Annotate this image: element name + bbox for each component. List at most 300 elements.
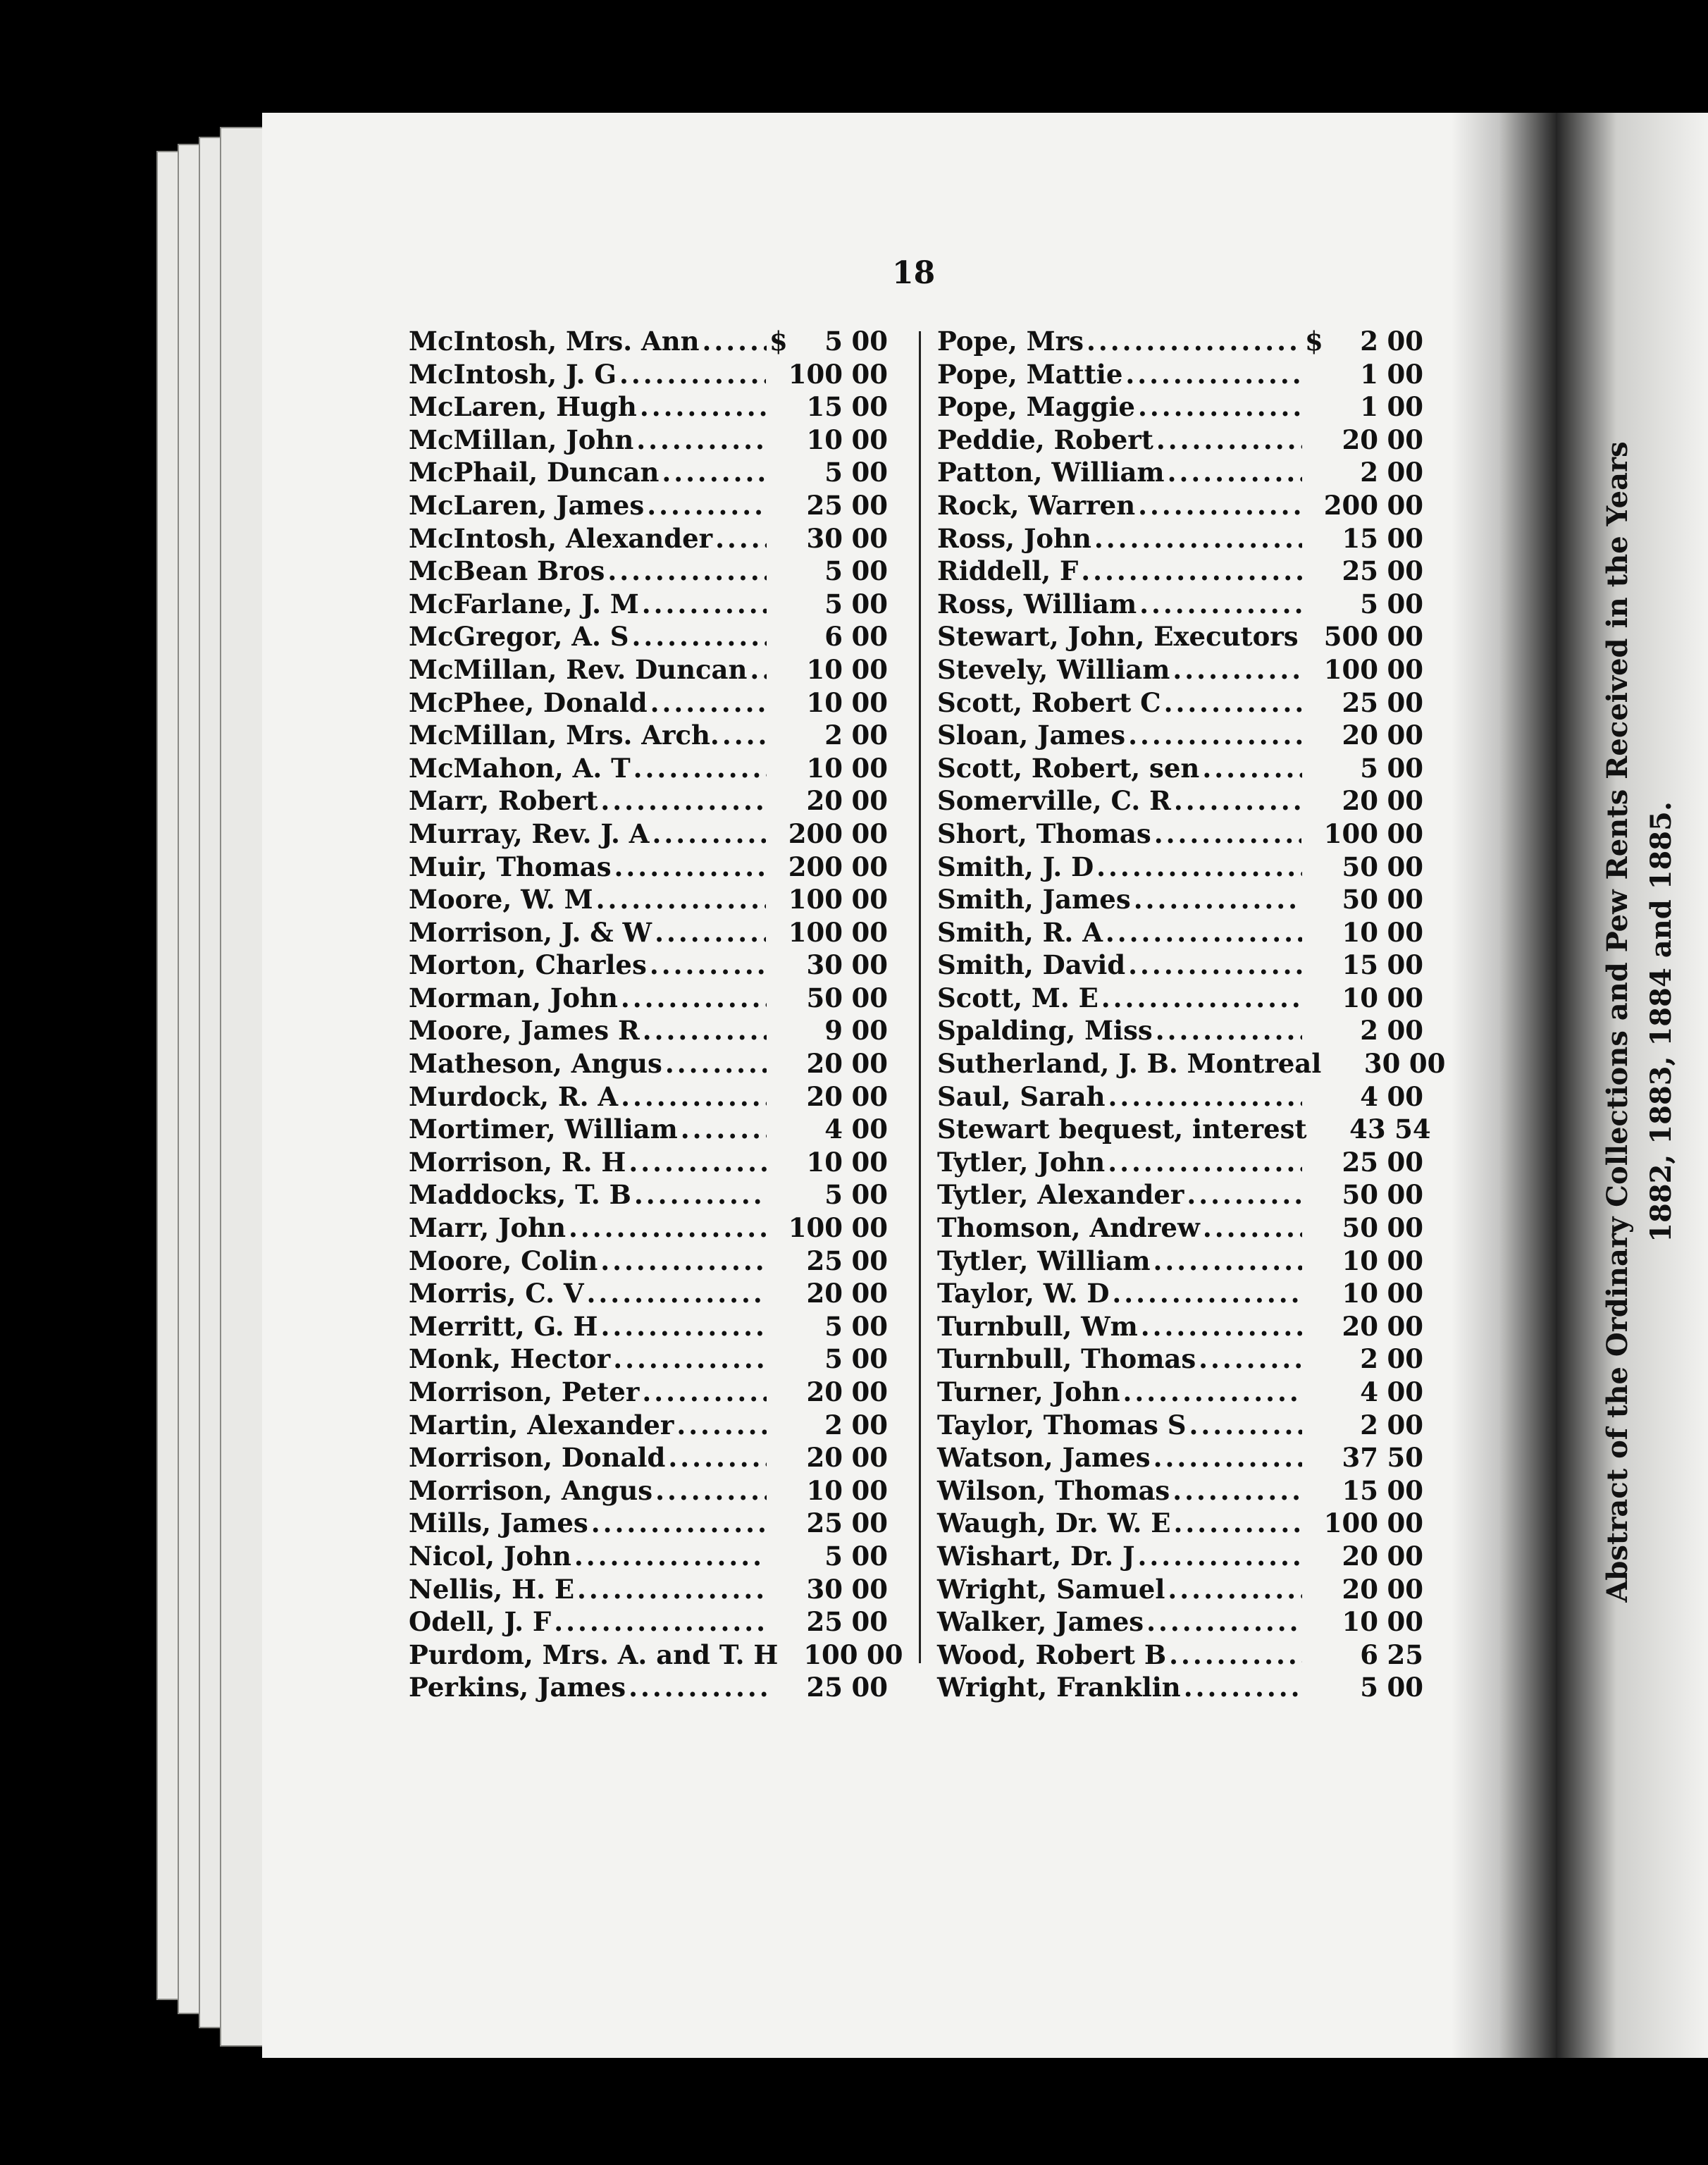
amount-cents: 00: [851, 1540, 888, 1572]
amount-dollars: 5: [824, 1179, 843, 1211]
donor-name: Marr, John: [409, 1212, 566, 1244]
amount-dollars: 43: [1349, 1114, 1386, 1145]
amount-dollars: 10: [806, 686, 843, 718]
dot-leader: [1187, 1179, 1302, 1210]
amount-dollars: 200: [788, 818, 843, 849]
ledger-row: [937, 720, 1423, 753]
dot-leader: [1154, 818, 1301, 849]
dot-leader: [631, 621, 767, 652]
donor-name: Somerville, C. R: [937, 785, 1171, 817]
dot-leader: [607, 555, 767, 586]
dot-leader: [621, 982, 767, 1013]
donor-name: Nicol, John: [409, 1540, 571, 1572]
donor-name: Patton, William: [937, 457, 1165, 488]
donor-name: Ross, John: [937, 522, 1091, 554]
amount-cents: 00: [851, 1474, 888, 1506]
amount-dollars: 100: [803, 1639, 858, 1670]
side-title-line-2: 1882, 1883, 1884 and 1885.: [1645, 801, 1678, 1242]
dot-leader: [647, 490, 767, 521]
amount-cents: 00: [851, 621, 888, 653]
donor-name: Short, Thomas: [937, 818, 1151, 849]
amount-dollars: 10: [1342, 1245, 1378, 1276]
dot-leader: [1087, 326, 1302, 357]
amount-cents: 00: [851, 1048, 888, 1080]
amount-dollars: 20: [1342, 1573, 1378, 1605]
ledger-row: [409, 1606, 888, 1639]
donor-name: Walker, James: [937, 1606, 1144, 1638]
ledger-row: [937, 1475, 1423, 1508]
donor-name: Pope, Mattie: [937, 358, 1123, 390]
amount-cents: 00: [1387, 1672, 1423, 1703]
amount-cents: 00: [851, 884, 888, 915]
ledger-row: [937, 555, 1423, 588]
amount-cents: 00: [1387, 949, 1423, 981]
amount-cents: 00: [851, 1146, 888, 1178]
ledger-row: [409, 1541, 888, 1574]
amount-dollars: 2: [1360, 1409, 1378, 1441]
amount-dollars: 37: [1342, 1442, 1378, 1474]
dot-leader: [554, 1606, 767, 1637]
ledger-row: [937, 1410, 1423, 1443]
donor-name: Turner, John: [937, 1376, 1120, 1407]
dot-leader: [634, 1179, 767, 1210]
donor-name: Tytler, William: [937, 1245, 1151, 1276]
dot-leader: [1153, 1442, 1302, 1473]
amount-dollars: 5: [1360, 752, 1378, 784]
amount-dollars: 5: [824, 1310, 843, 1342]
dot-leader: [621, 1081, 767, 1112]
amount-cents: 00: [851, 720, 888, 751]
dot-leader: [676, 1410, 767, 1441]
amount-cents: 00: [851, 1442, 888, 1474]
amount-cents: 00: [851, 358, 888, 390]
dot-leader: [619, 359, 766, 390]
amount-dollars: 2: [824, 1409, 843, 1441]
dot-leader: [1189, 1410, 1302, 1441]
amount-dollars: 25: [806, 1606, 843, 1638]
donor-name: Turnbull, Thomas: [937, 1343, 1196, 1375]
amount-cents: 00: [1387, 621, 1423, 653]
amount-dollars: 15: [806, 391, 843, 423]
donor-name: Stewart bequest, interest: [937, 1114, 1307, 1145]
amount-cents: 00: [1387, 720, 1423, 751]
amount-dollars: 100: [788, 884, 843, 915]
amount-dollars: 25: [806, 1507, 843, 1539]
amount-cents: 00: [867, 1639, 903, 1670]
amount-dollars: 25: [806, 1672, 843, 1703]
donor-name: McIntosh, J. G: [409, 358, 617, 390]
dot-leader: [650, 949, 767, 980]
donor-name: Perkins, James: [409, 1672, 626, 1703]
amount-cents: 00: [851, 1310, 888, 1342]
amount-dollars: 10: [1342, 916, 1378, 948]
amount-cents: 00: [851, 752, 888, 784]
amount-dollars: 20: [1342, 785, 1378, 817]
ledger-row: [409, 1442, 888, 1475]
donor-name: Morrison, Peter: [409, 1376, 640, 1407]
amount-dollars: 1: [1360, 391, 1378, 423]
donor-name: Maddocks, T. B: [409, 1179, 631, 1211]
dot-leader: [1128, 949, 1302, 980]
ledger-row: [937, 1606, 1423, 1639]
dot-leader: [1168, 1574, 1302, 1605]
amount-dollars: 1: [1360, 358, 1378, 390]
amount-dollars: 5: [824, 1540, 843, 1572]
amount-dollars: 25: [1342, 1146, 1378, 1178]
ledger-row: [409, 884, 888, 917]
amount-cents: 00: [1409, 1048, 1446, 1080]
amount-cents: 00: [851, 916, 888, 948]
donor-name: Murdock, R. A: [409, 1080, 619, 1112]
donor-name: Martin, Alexander: [409, 1409, 674, 1441]
amount-cents: 00: [1387, 851, 1423, 882]
amount-dollars: 15: [1342, 1474, 1378, 1506]
amount-dollars: 5: [824, 1343, 843, 1375]
amount-dollars: 5: [824, 555, 843, 587]
donor-name: Stewart, John, Executors: [937, 621, 1299, 653]
donor-name: Merritt, G. H: [409, 1310, 598, 1342]
amount-cents: 00: [1387, 457, 1423, 488]
ledger-row: [937, 884, 1423, 917]
amount-cents: 00: [851, 1179, 888, 1211]
amount-cents: 00: [1387, 1606, 1423, 1638]
page-number: 18: [892, 255, 936, 291]
donor-name: Smith, R. A: [937, 916, 1103, 948]
donor-name: Matheson, Angus: [409, 1048, 662, 1080]
amount-dollars: 20: [806, 1278, 843, 1309]
ledger-row: [937, 818, 1423, 851]
ledger-row: [937, 753, 1423, 786]
dot-leader: [1141, 1311, 1302, 1342]
ledger-row: [409, 1672, 888, 1705]
dot-leader: [596, 884, 766, 915]
amount-cents: 00: [851, 424, 888, 455]
donor-name: Wood, Robert B: [937, 1639, 1167, 1670]
amount-dollars: 20: [806, 1080, 843, 1112]
ledger-row: [937, 1442, 1423, 1475]
donor-name: McPhee, Donald: [409, 686, 648, 718]
ledger-row: [409, 1212, 888, 1245]
dot-leader: [1184, 1672, 1302, 1703]
amount-dollars: 100: [1323, 653, 1378, 685]
donor-name: Wilson, Thomas: [937, 1474, 1170, 1506]
ledger-row: [409, 1048, 888, 1081]
ledger-row: [409, 1639, 903, 1672]
amount-cents: 00: [851, 785, 888, 817]
dot-leader: [703, 326, 767, 357]
amount-dollars: 5: [1360, 588, 1378, 619]
amount-dollars: 2: [1360, 1343, 1378, 1375]
donor-name: Smith, James: [937, 884, 1131, 915]
amount-dollars: 4: [824, 1114, 843, 1145]
dot-leader: [750, 654, 767, 685]
ledger-row: [409, 1179, 888, 1212]
amount-cents: 00: [1387, 785, 1423, 817]
amount-cents: 00: [1387, 1146, 1423, 1178]
ledger-row: [937, 1114, 1431, 1147]
amount-dollars: 5: [824, 588, 843, 619]
ledger-row: [409, 753, 888, 786]
amount-dollars: 200: [788, 851, 843, 882]
ledger-row: [937, 785, 1423, 818]
dot-leader: [1108, 1081, 1302, 1112]
dot-leader: [569, 1212, 766, 1243]
donor-name: Sutherland, J. B. Montreal: [937, 1048, 1322, 1080]
donor-name: Purdom, Mrs. A. and T. H: [409, 1639, 779, 1670]
amount-cents: 00: [1387, 752, 1423, 784]
amount-dollars: 15: [1342, 522, 1378, 554]
ledger-row: [409, 851, 888, 884]
amount-dollars: 15: [1342, 949, 1378, 981]
amount-cents: 00: [851, 457, 888, 488]
amount-dollars: 10: [806, 424, 843, 455]
amount-dollars: 9: [824, 1015, 843, 1047]
ledger-row: [937, 1147, 1423, 1180]
donor-name: Morrison, J. & W: [409, 916, 652, 948]
dot-leader: [613, 1343, 767, 1374]
ledger-row: [937, 1048, 1446, 1081]
dot-leader: [1172, 1475, 1302, 1506]
donor-name: McMillan, John: [409, 424, 634, 455]
donor-name: Morrison, Donald: [409, 1442, 666, 1474]
amount-cents: 25: [1387, 1639, 1423, 1670]
dot-leader: [1173, 1507, 1301, 1538]
amount-cents: 00: [1387, 686, 1423, 718]
amount-dollars: 25: [806, 489, 843, 521]
dot-leader: [1202, 753, 1302, 784]
ledger-row: [937, 1672, 1423, 1705]
dot-leader: [1174, 785, 1302, 816]
amount-dollars: 20: [806, 1442, 843, 1474]
dot-leader: [652, 818, 765, 849]
amount-cents: 54: [1394, 1114, 1431, 1145]
donor-name: Tytler, John: [937, 1146, 1106, 1178]
dollar-sign: $: [769, 326, 788, 357]
amount-dollars: 100: [788, 358, 843, 390]
amount-cents: 00: [851, 1212, 888, 1244]
amount-dollars: 50: [1342, 1179, 1378, 1211]
amount-dollars: 25: [806, 1245, 843, 1276]
amount-dollars: 4: [1360, 1376, 1378, 1407]
amount-dollars: 500: [1323, 621, 1378, 653]
amount-dollars: 20: [1342, 720, 1378, 751]
donor-name: Saul, Sarah: [937, 1080, 1106, 1112]
amount-dollars: 6: [824, 621, 843, 653]
ledger-row: [409, 523, 888, 556]
dot-leader: [655, 917, 766, 948]
ledger-row: [409, 1147, 888, 1180]
ledger-row: [937, 1507, 1423, 1541]
amount-dollars: 20: [1342, 1540, 1378, 1572]
dot-leader: [600, 785, 767, 816]
amount-dollars: 10: [806, 752, 843, 784]
ledger-row: [409, 1343, 888, 1376]
amount-dollars: 2: [1360, 457, 1378, 488]
donor-name: Scott, M. E: [937, 982, 1099, 1013]
donor-name: Wright, Samuel: [937, 1573, 1165, 1605]
amount-cents: 00: [851, 1573, 888, 1605]
amount-dollars: 20: [806, 1048, 843, 1080]
amount-cents: 00: [851, 391, 888, 423]
ledger-row: [937, 621, 1423, 654]
donor-name: Peddie, Robert: [937, 424, 1153, 455]
ledger-row: [937, 1245, 1423, 1278]
dot-leader: [1123, 1376, 1302, 1407]
amount-cents: 00: [851, 1343, 888, 1375]
amount-cents: 00: [1387, 1310, 1423, 1342]
amount-cents: 00: [851, 1376, 888, 1407]
ledger-row: [409, 1410, 888, 1443]
amount-cents: 00: [851, 1409, 888, 1441]
donor-name: Rock, Warren: [937, 489, 1136, 521]
amount-cents: 00: [1387, 1540, 1423, 1572]
amount-cents: 00: [1387, 653, 1423, 685]
ledger-row: [409, 687, 888, 720]
ledger-row: [409, 424, 888, 457]
amount-cents: 00: [1387, 884, 1423, 915]
amount-dollars: 25: [1342, 686, 1378, 718]
donor-name: Moore, Colin: [409, 1245, 598, 1276]
ledger-row: [937, 1574, 1423, 1607]
dot-leader: [1199, 1343, 1302, 1374]
donor-name: McMillan, Mrs. Arch.: [409, 720, 719, 751]
dot-leader: [629, 1672, 767, 1703]
amount-dollars: 2: [1360, 1015, 1378, 1047]
dot-leader: [1153, 1245, 1302, 1276]
ledger-row: [937, 687, 1423, 720]
amount-dollars: 100: [1323, 818, 1378, 849]
ledger-row: [937, 490, 1423, 523]
donor-name: Moore, W. M: [409, 884, 593, 915]
side-title-line-1: Abstract of the Ordinary Collections and Pew Rents Received in the Years: [1601, 441, 1634, 1603]
ledger-row: [409, 720, 888, 753]
ledger-row: [409, 588, 888, 622]
amount-cents: 00: [1387, 588, 1423, 619]
dot-leader: [655, 1475, 767, 1506]
ledger-row: [409, 326, 888, 359]
donor-name: Morton, Charles: [409, 949, 647, 981]
dot-leader: [629, 1147, 767, 1178]
ledger-row: [937, 1081, 1423, 1114]
dot-leader: [1128, 720, 1302, 751]
donor-name: Odell, J. F: [409, 1606, 552, 1638]
amount-dollars: 10: [806, 1146, 843, 1178]
amount-cents: 00: [851, 588, 888, 619]
dot-leader: [1101, 982, 1302, 1013]
donor-name: Stevely, William: [937, 653, 1170, 685]
ledger-row: [409, 1507, 888, 1541]
dot-leader: [1139, 588, 1302, 619]
amount-cents: 00: [1387, 1573, 1423, 1605]
ledger-row: [937, 588, 1423, 622]
donor-name: Murray, Rev. J. A: [409, 818, 650, 849]
ledger-row: [937, 917, 1423, 950]
ledger-row: [937, 851, 1423, 884]
ledger-row: [409, 457, 888, 490]
amount-cents: 00: [1387, 391, 1423, 423]
dot-leader: [1096, 851, 1302, 882]
amount-dollars: 6: [1360, 1639, 1378, 1670]
dot-leader: [1138, 490, 1301, 521]
dot-leader: [650, 687, 767, 718]
dot-leader: [600, 1245, 767, 1276]
amount-cents: 00: [1387, 424, 1423, 455]
donor-name: Waugh, Dr. W. E: [937, 1507, 1171, 1539]
ledger-row: [937, 1343, 1423, 1376]
amount-cents: 00: [1387, 326, 1423, 357]
ledger-row: [937, 1639, 1423, 1672]
dot-leader: [1138, 391, 1302, 422]
amount-cents: 50: [1387, 1442, 1423, 1474]
dot-leader: [640, 391, 767, 422]
ledger-row: [937, 391, 1423, 424]
amount-dollars: 50: [1342, 1212, 1378, 1244]
amount-cents: 00: [851, 489, 888, 521]
donor-name: Spalding, Miss: [937, 1015, 1153, 1047]
dot-leader: [665, 1048, 767, 1079]
ledger-row: [937, 654, 1423, 687]
ledger-row: [937, 1015, 1423, 1048]
amount-cents: 00: [851, 1080, 888, 1112]
ledger-row: [409, 555, 888, 588]
dot-leader: [1168, 457, 1302, 488]
dot-leader: [1125, 359, 1302, 390]
donor-name: McPhail, Duncan: [409, 457, 660, 488]
ledger-row: [409, 818, 888, 851]
amount-cents: 00: [1387, 818, 1423, 849]
dot-leader: [1156, 1015, 1302, 1046]
ledger-row: [409, 391, 888, 424]
donor-name: McBean Bros: [409, 555, 605, 587]
dot-leader: [633, 753, 767, 784]
amount-cents: 00: [1387, 489, 1423, 521]
donor-name: McGregor, A. S: [409, 621, 629, 653]
amount-dollars: 50: [1342, 851, 1378, 882]
donor-name: Smith, J. D: [937, 851, 1094, 882]
ledger-row: [409, 982, 888, 1016]
donor-name: Riddell, F: [937, 555, 1079, 587]
amount-dollars: 20: [1342, 1310, 1378, 1342]
amount-cents: 00: [1387, 358, 1423, 390]
amount-dollars: 20: [1342, 424, 1378, 455]
donor-name: McLaren, James: [409, 489, 645, 521]
dot-leader: [1164, 687, 1302, 718]
donor-name: Morrison, Angus: [409, 1474, 653, 1506]
ledger-row: [409, 1114, 888, 1147]
ledger-row: [409, 917, 888, 950]
amount-dollars: 30: [806, 522, 843, 554]
amount-cents: 00: [1387, 1278, 1423, 1309]
donor-name: Sloan, James: [937, 720, 1126, 751]
ledger-row: [409, 949, 888, 982]
amount-dollars: 20: [806, 785, 843, 817]
amount-dollars: 20: [806, 1376, 843, 1407]
amount-cents: 00: [1387, 1409, 1423, 1441]
dot-leader: [1112, 1278, 1302, 1309]
donor-name: Scott, Robert C: [937, 686, 1161, 718]
dot-leader: [681, 1114, 767, 1145]
book-gutter: [1452, 113, 1557, 2058]
dot-leader: [1134, 884, 1302, 915]
donor-name: Marr, Robert: [409, 785, 598, 817]
amount-cents: 00: [851, 555, 888, 587]
amount-dollars: 50: [806, 982, 843, 1013]
amount-dollars: 2: [824, 720, 843, 751]
dot-leader: [1146, 1606, 1302, 1637]
donor-name: Ross, William: [937, 588, 1137, 619]
amount-cents: 00: [1387, 1179, 1423, 1211]
donor-name: Morrison, R. H: [409, 1146, 626, 1178]
